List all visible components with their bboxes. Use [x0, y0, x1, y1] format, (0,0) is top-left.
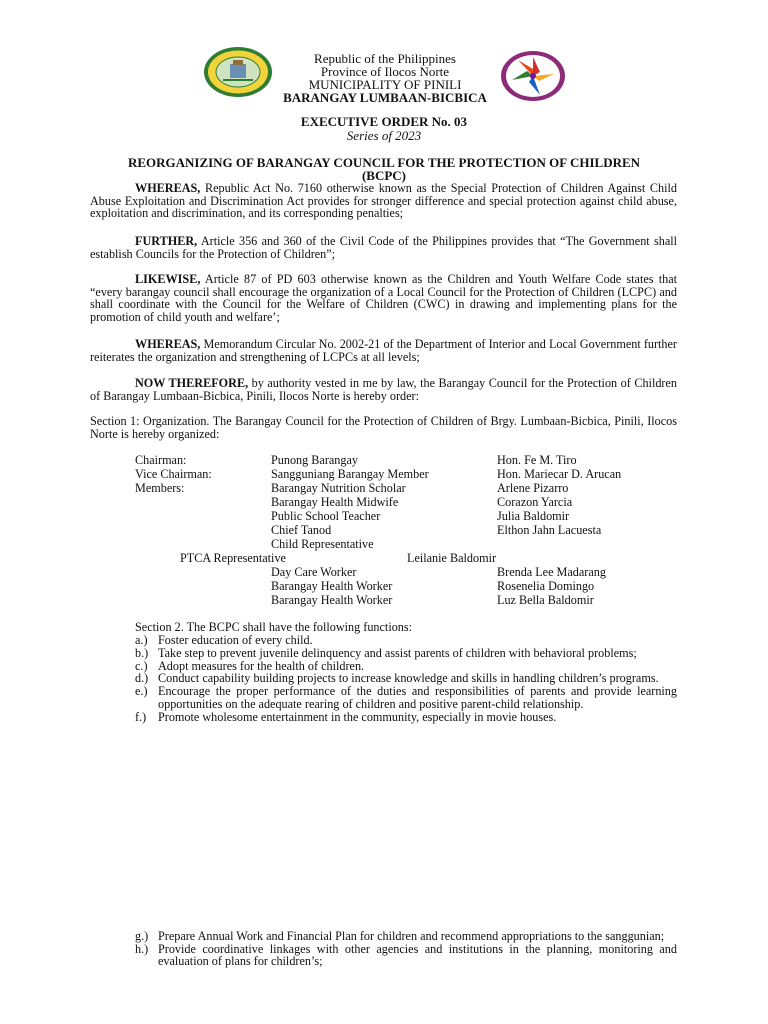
list-item	[135, 930, 677, 943]
council-roster	[0, 453, 768, 607]
roster-row	[0, 551, 768, 565]
order-heading-line1: REORGANIZING OF BARANGAY COUNCIL FOR THE PROTECTION OF CHILDREN	[127, 155, 641, 170]
roster-name: Julia Baldomir	[497, 509, 570, 523]
paragraph-text: by authority vested in me by law, the Barangay Council for the Protection of Children of Barangay Lumbaan-Bicbica, Pinili, Ilocos Norte is hereby order:	[90, 376, 677, 403]
letterhead-republic: Republic of the Philippines	[314, 51, 456, 66]
order-heading	[100, 156, 668, 182]
order-heading-line2: (BCPC)	[361, 168, 407, 183]
section-2-heading: Section 2. The BCPC shall have the following functions:	[135, 620, 413, 634]
roster-row	[0, 453, 768, 467]
roster-position: Chief Tanod	[271, 523, 332, 537]
list-item-label: f.)	[135, 709, 147, 724]
letterhead-barangay: BARANGAY LUMBAAN-BICBICA	[283, 90, 487, 105]
list-item	[135, 647, 677, 660]
order-title: EXECUTIVE ORDER No. 03	[300, 114, 468, 129]
letterhead-province: Province of Ilocos Norte	[320, 64, 450, 79]
roster-position: Public School Teacher	[271, 509, 381, 523]
list-item-text: Adopt measures for the health of children.	[158, 658, 365, 673]
paragraph-text: Article 356 and 360 of the Civil Code of the Philippines provides that “The Government shall establish Councils for the Protection of Children”;	[90, 234, 677, 261]
roster-position: Barangay Health Worker	[271, 593, 393, 607]
paragraph-text: Article 87 of PD 603 otherwise known as the Children and Youth Welfare Code states that “every barangay council shall encourage the organization of a Local Council for the Protection of Children (LCPC) and shall coordinate with the Council for the Welfare of Children (CWC) in drawing and implementing plans for the promotion of child youth and welfare’;	[90, 272, 677, 324]
list-item	[135, 660, 677, 673]
roster-name: Hon. Mariecar D. Arucan	[497, 467, 622, 481]
roster-name: Luz Bella Baldomir	[497, 593, 594, 607]
roster-row	[0, 579, 768, 593]
letterhead	[255, 52, 515, 104]
roster-name: Leilanie Baldomir	[407, 551, 497, 565]
roster-name: Brenda Lee Madarang	[497, 565, 606, 579]
list-item-text: Prepare Annual Work and Financial Plan for children and recommend appropriations to the sanggunian;	[158, 929, 665, 943]
list-item	[135, 672, 677, 685]
roster-name: Arlene Pizarro	[497, 481, 569, 495]
paragraph-lead: FURTHER,	[135, 234, 198, 248]
roster-position: Barangay Nutrition Scholar	[271, 481, 406, 495]
list-item-label: b.)	[135, 645, 149, 660]
order-series: Series of 2023	[346, 128, 422, 143]
roster-name: Elthon Jahn Lacuesta	[497, 523, 602, 537]
list-item-text: Take step to prevent juvenile delinquency and assist parents of children with behavioral problems;	[158, 645, 637, 660]
roster-row	[0, 495, 768, 509]
list-item	[135, 943, 677, 968]
paragraph-text: Memorandum Circular No. 2002-21 of the Department of Interior and Local Government further reiterates the organization and strengthening of LCPCs at all levels;	[90, 337, 677, 364]
list-item-label: d.)	[135, 671, 149, 686]
paragraph-lead: WHEREAS,	[135, 337, 201, 351]
paragraph-lead: WHEREAS,	[135, 181, 201, 195]
further-paragraph	[90, 235, 677, 260]
list-item	[135, 711, 677, 724]
roster-position: Barangay Health Worker	[271, 579, 393, 593]
likewise-paragraph	[90, 273, 677, 323]
roster-position: Child Representative	[271, 537, 374, 551]
roster-row	[0, 509, 768, 523]
order-title-block	[0, 115, 768, 143]
roster-role: Chairman:	[135, 453, 187, 467]
paragraph-text: Republic Act No. 7160 otherwise known as the Special Protection of Children Against Child Abuse Exploitation and Discrimination Act provides for stronger difference and special protection against child abuse, exploitation and discrimination, and its corresponding penalties;	[90, 181, 677, 221]
paragraph-lead: LIKEWISE,	[135, 272, 201, 286]
roster-position: Day Care Worker	[271, 565, 357, 579]
now-therefore-paragraph	[90, 377, 677, 402]
roster-position: PTCA Representative	[180, 551, 286, 565]
roster-role: Vice Chairman:	[135, 467, 212, 481]
roster-row	[0, 537, 768, 551]
list-item-text: Encourage the proper performance of the duties and responsibilities of parents and provide learning opportunities on the adequate rearing of children and positive parent-child relationship.	[158, 684, 677, 711]
roster-position: Barangay Health Midwife	[271, 495, 399, 509]
list-item-label: c.)	[135, 658, 148, 673]
paragraph-lead: NOW THEREFORE,	[135, 376, 249, 390]
letterhead-municipality: MUNICIPALITY OF PINILI	[308, 77, 462, 92]
list-item	[135, 634, 677, 647]
list-item-label: a.)	[135, 633, 148, 647]
list-item-text: Conduct capability building projects to increase knowledge and skills in handling children’s programs.	[158, 671, 659, 686]
whereas-paragraph-2	[90, 338, 677, 363]
list-item-text: Provide coordinative linkages with other agencies and institutions in the planning, monitoring and evaluation of plans for children’s;	[158, 941, 677, 969]
roster-name: Rosenelia Domingo	[497, 579, 595, 593]
roster-row	[0, 593, 768, 607]
list-item	[135, 685, 677, 710]
roster-row	[0, 565, 768, 579]
roster-role: Members:	[135, 481, 185, 495]
roster-row	[0, 523, 768, 537]
roster-name: Hon. Fe M. Tiro	[497, 453, 577, 467]
section-1-paragraph: Section 1: Organization. The Barangay Council for the Protection of Children of Brgy. Lumbaan-Bicbica, Pinili, Ilocos Norte is hereby organized:	[90, 414, 677, 441]
list-item-text: Promote wholesome entertainment in the community, especially in movie houses.	[158, 709, 557, 724]
list-item-label: e.)	[135, 684, 148, 699]
roster-row	[0, 467, 768, 481]
roster-position: Sangguniang Barangay Member	[271, 467, 429, 481]
functions-list-continued	[135, 930, 677, 968]
list-item-label: h.)	[135, 941, 149, 956]
whereas-paragraph-1	[90, 182, 677, 220]
roster-row	[0, 481, 768, 495]
roster-name: Corazon Yarcia	[497, 495, 573, 509]
list-item-text: Foster education of every child.	[158, 633, 313, 647]
roster-position: Punong Barangay	[271, 453, 358, 467]
list-item-label: g.)	[135, 929, 149, 943]
functions-list	[135, 634, 677, 723]
